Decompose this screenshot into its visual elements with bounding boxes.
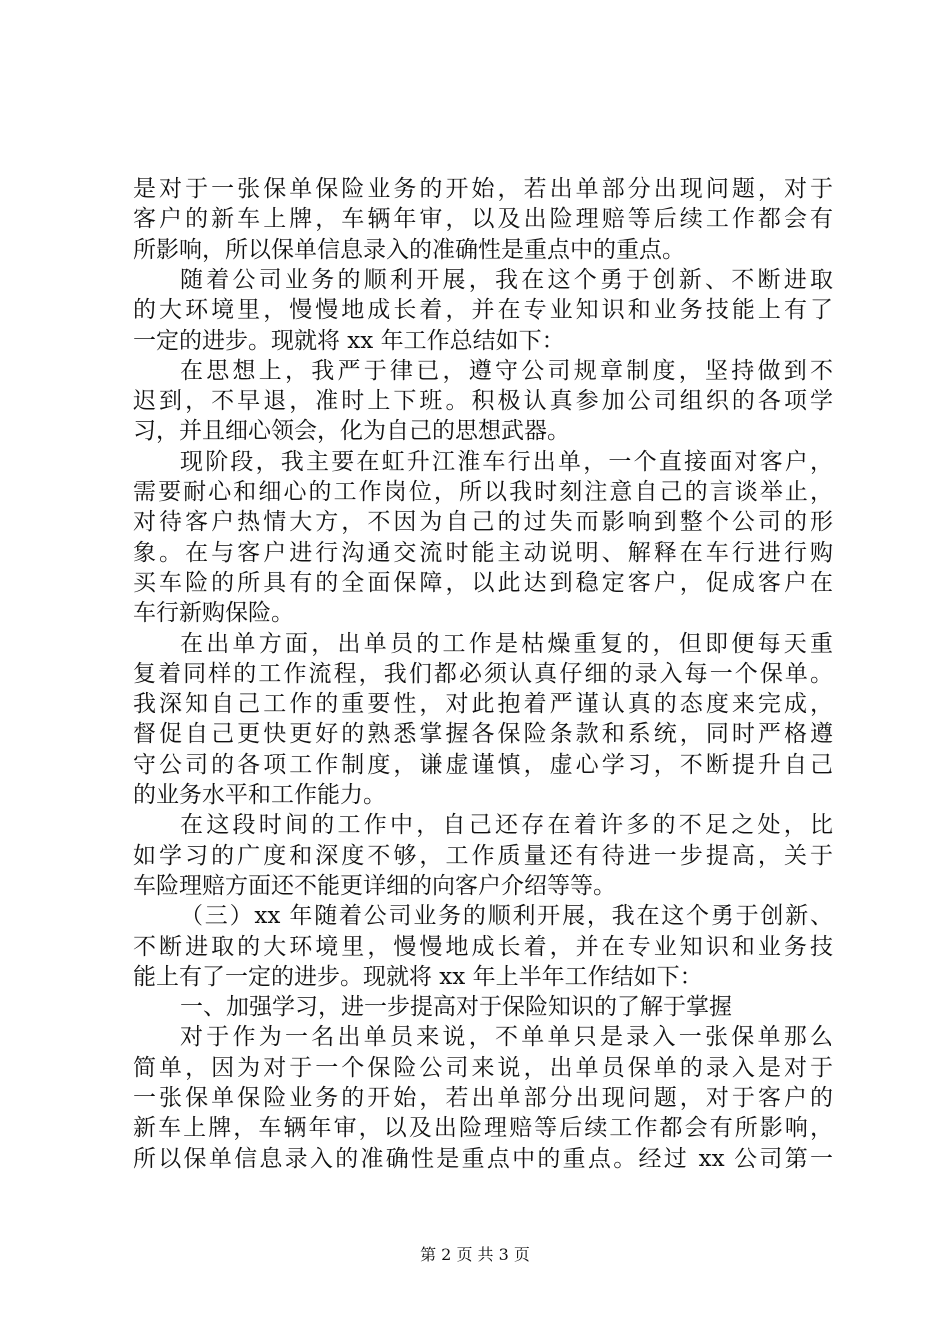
text-line: 一张保单保险业务的开始，若出单部分出现问题，对于客户的	[133, 1085, 833, 1111]
section-heading: 一、加强学习，进一步提高对于保险知识的了解于掌握	[180, 994, 732, 1020]
paragraph-first-line: 在出单方面，出单员的工作是枯燥重复的，但即便每天重	[180, 631, 833, 657]
text-line: 车险理赔方面还不能更详细的向客户介绍等等。	[133, 873, 616, 899]
text-line: 我深知自己工作的重要性，对此抱着严谨认真的态度来完成，	[133, 691, 833, 717]
text-line: 对待客户热情大方，不因为自己的过失而影响到整个公司的形	[133, 509, 833, 535]
paragraph-first-line: 在这段时间的工作中，自己还存在着许多的不足之处，比	[180, 812, 833, 838]
text-line: 的大环境里，慢慢地成长着，并在专业知识和业务技能上有了	[133, 297, 833, 323]
text-line: 需要耐心和细心的工作岗位，所以我时刻注意自己的言谈举止，	[133, 479, 833, 505]
text-line: 不断进取的大环境里，慢慢地成长着，并在专业知识和业务技	[133, 934, 833, 960]
text-line: 迟到，不早退，准时上下班。积极认真参加公司组织的各项学	[133, 388, 833, 414]
text-line: 复着同样的工作流程，我们都必须认真仔细的录入每一个保单。	[133, 661, 833, 687]
text-line: 能上有了一定的进步。现就将 xx 年上半年工作结如下：	[133, 964, 703, 990]
text-line: 习，并且细心领会，化为自己的思想武器。	[133, 418, 570, 444]
text-line: 所影响，所以保单信息录入的准确性是重点中的重点。	[133, 237, 685, 263]
text-line: 客户的新车上牌，车辆年审，以及出险理赔等后续工作都会有	[133, 206, 833, 232]
page-footer: 第 2 页 共 3 页	[420, 1245, 530, 1264]
text-line: 象。在与客户进行沟通交流时能主动说明、解释在车行进行购	[133, 540, 833, 566]
text-line: 的业务水平和工作能力。	[133, 782, 386, 808]
text-line: 是对于一张保单保险业务的开始，若出单部分出现问题，对于	[133, 176, 833, 202]
paragraph-first-line: 对于作为一名出单员来说，不单单只是录入一张保单那么	[180, 1024, 833, 1050]
text-line: 督促自己更快更好的熟悉掌握各保险条款和系统，同时严格遵	[133, 721, 833, 747]
paragraph-first-line: 在思想上，我严于律已，遵守公司规章制度，坚持做到不	[180, 358, 833, 384]
paragraph-first-line: 随着公司业务的顺利开展，我在这个勇于创新、不断进取	[180, 267, 833, 293]
text-line: 如学习的广度和深度不够，工作质量还有待进一步提高，关于	[133, 843, 833, 869]
paragraph-first-line: （三）xx 年随着公司业务的顺利开展，我在这个勇于创新、	[180, 903, 833, 929]
text-line: 简单，因为对于一个保险公司来说，出单员保单的录入是对于	[133, 1055, 833, 1081]
text-line: 买车险的所具有的全面保障，以此达到稳定客户，促成客户在	[133, 570, 833, 596]
text-line: 所以保单信息录入的准确性是重点中的重点。经过 xx 公司第一	[133, 1146, 833, 1172]
text-line: 守公司的各项工作制度，谦虚谨慎，虚心学习，不断提升自己	[133, 752, 833, 778]
paragraph-first-line: 现阶段，我主要在虹升江淮车行出单，一个直接面对客户，	[180, 449, 833, 475]
text-line: 一定的进步。现就将 xx 年工作总结如下：	[133, 328, 565, 354]
text-line: 车行新购保险。	[133, 600, 294, 626]
text-line: 新车上牌，车辆年审，以及出险理赔等后续工作都会有所影响，	[133, 1115, 833, 1141]
